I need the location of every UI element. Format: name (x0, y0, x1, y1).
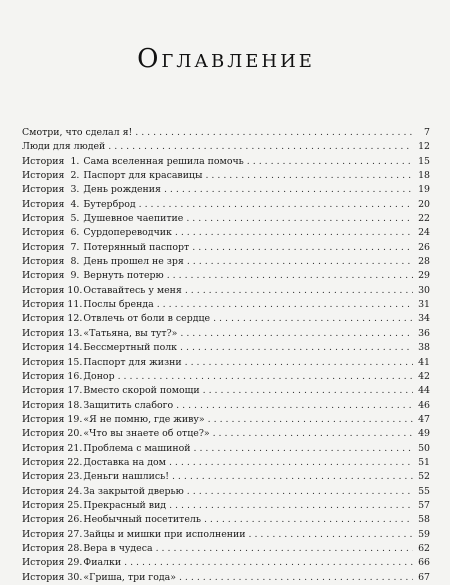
toc-entry-title: Донор (83, 370, 115, 382)
toc-entry (22, 370, 430, 384)
toc-entry-label (22, 226, 172, 240)
dot-leader (187, 485, 413, 499)
toc-entry-number: 8. (70, 256, 80, 268)
toc-entry-prefix: История (22, 399, 65, 411)
toc-entry-page-number: 41 (418, 356, 430, 368)
toc-entry-prefix: История (22, 370, 65, 382)
toc-entry-label (22, 198, 136, 212)
toc-entry (22, 241, 430, 255)
toc-entry-number: 29. (67, 557, 83, 569)
toc-entry-page-number: 44 (418, 385, 430, 397)
toc-entry-title: Потерянный паспорт (83, 241, 190, 253)
toc-entry (22, 571, 430, 585)
toc-entry-title: Защитить слабого (83, 399, 174, 411)
toc-entry-number: 24. (67, 485, 83, 497)
toc-entry-prefix: История (22, 270, 65, 282)
toc-entry-page-number: 12 (418, 141, 430, 153)
toc-entry-prefix: История (22, 485, 65, 497)
toc-entry-number: 15. (67, 356, 83, 368)
toc-entry-prefix: История (22, 227, 65, 239)
toc-entry-prefix: История (22, 428, 65, 440)
toc-entry-page-number: 59 (418, 528, 430, 540)
toc-entry-number: 22. (67, 456, 83, 468)
dot-leader (192, 241, 413, 255)
toc-entry-title: Бессмертный полк (83, 342, 178, 354)
toc-entry-number: 25. (67, 499, 83, 511)
toc-entry-page-number: 20 (418, 198, 430, 210)
toc-entry-prefix: История (22, 284, 65, 296)
toc-entry-page-number: 28 (418, 256, 430, 268)
toc-entry-label (22, 542, 153, 556)
toc-entry-title: Послы бренда (83, 299, 154, 311)
dot-leader (213, 427, 413, 441)
toc-entry (22, 140, 430, 154)
toc-entry-page-number: 7 (424, 127, 430, 138)
toc-entry (22, 155, 430, 169)
toc-entry-title: Вместо скорой помощи (83, 385, 200, 397)
toc-entry (22, 384, 430, 398)
toc-entry-label (22, 399, 173, 413)
toc-entry-label (22, 298, 154, 312)
toc-entry (22, 255, 430, 269)
toc-entry-label (22, 183, 161, 197)
toc-entry-page-number: 52 (418, 471, 430, 483)
toc-entry-number: 20. (67, 428, 83, 440)
toc-entry-title: Отвлечь от боли в сердце (83, 313, 211, 325)
toc-entry-title: Люди для людей (22, 141, 106, 153)
toc-entry-title: Доставка на дом (83, 456, 166, 468)
toc-entry-prefix: История (22, 571, 65, 583)
toc-entry-page-number: 38 (418, 342, 430, 354)
toc-entry-prefix: История (22, 514, 65, 526)
toc-entry-page-number: 66 (418, 557, 430, 569)
toc-entry-label (22, 269, 164, 283)
toc-entry (22, 226, 430, 240)
toc-entry-prefix: История (22, 385, 65, 397)
dot-leader (167, 269, 413, 283)
toc-entry-number: 23. (67, 471, 83, 483)
toc-entry-label (22, 241, 189, 255)
toc-entry-label (22, 327, 177, 341)
toc-entry (22, 413, 430, 427)
toc-entry-title: Сама вселенная решила помочь (83, 155, 244, 167)
toc-entry-prefix: История (22, 327, 65, 339)
toc-entry-label (22, 427, 210, 441)
page-title: Оглавление (137, 44, 315, 74)
toc-entry (22, 327, 430, 341)
toc-entry-title: Проблема с машиной (83, 442, 191, 454)
dot-leader (175, 226, 413, 240)
toc-entry-prefix: История (22, 313, 65, 325)
toc-entry-label (22, 126, 132, 140)
toc-entry (22, 528, 430, 542)
toc-entry-title: Смотри, что сделал я! (22, 127, 133, 138)
toc-entry-number: 12. (67, 313, 83, 325)
dot-leader (157, 298, 413, 312)
toc-entry-title: Паспорт для жизни (83, 356, 182, 368)
toc-entry-label (22, 169, 202, 183)
toc-entry-number: 26. (67, 514, 83, 526)
toc-entry-label (22, 155, 244, 169)
toc-entry-number: 3. (70, 184, 80, 196)
dot-leader (176, 399, 413, 413)
dot-leader (187, 255, 413, 269)
toc-entry (22, 298, 430, 312)
toc-entry-page-number: 67 (418, 571, 430, 583)
toc-entry-title: Вернуть потерю (83, 270, 164, 282)
toc-entry-number: 1. (70, 155, 80, 167)
toc-entry-page-number: 49 (418, 428, 430, 440)
toc-entry (22, 442, 430, 456)
toc-entry-title: «Гриша, три года» (83, 571, 176, 583)
toc-entry-label (22, 413, 205, 427)
toc-entry-title: День рождения (83, 184, 161, 196)
toc-entry (22, 513, 430, 527)
toc-entry-number: 17. (67, 385, 83, 397)
dot-leader (108, 140, 413, 154)
toc-entry-number: 21. (67, 442, 83, 454)
toc-entry-prefix: История (22, 241, 65, 253)
toc-entry-prefix: История (22, 213, 65, 225)
toc-entry-page-number: 50 (418, 442, 430, 454)
toc-entry (22, 485, 430, 499)
toc-entry-number: 11. (67, 299, 83, 311)
dot-leader (186, 212, 413, 226)
dot-leader (169, 499, 413, 513)
toc-entry-prefix: История (22, 356, 65, 368)
toc-entry-number: 9. (70, 270, 80, 282)
toc-entry-page-number: 26 (418, 241, 430, 253)
toc-entry-page-number: 55 (418, 485, 430, 497)
toc-entry (22, 456, 430, 470)
toc-entry-page-number: 57 (418, 499, 430, 511)
toc-entry-title: Прекрасный вид (83, 499, 167, 511)
toc-entry-page-number: 34 (418, 313, 430, 325)
toc-entry-title: День прошел не зря (83, 256, 184, 268)
toc-entry-title: Сурдопереводчик (83, 227, 172, 239)
toc-entry (22, 470, 430, 484)
toc-entry-title: Душевное чаепитие (83, 213, 184, 225)
toc-entry-prefix: История (22, 155, 65, 167)
toc-entry-page-number: 58 (418, 514, 430, 526)
toc-entry (22, 312, 430, 326)
toc-entry-page-number: 36 (418, 327, 430, 339)
toc-entry-title: Деньги нашлись! (83, 471, 169, 483)
toc-entry-prefix: История (22, 456, 65, 468)
toc-entry-title: Бутерброд (83, 198, 136, 210)
toc-entry-title: «Что вы знаете об отце?» (83, 428, 210, 440)
toc-entry (22, 183, 430, 197)
toc-entry-prefix: История (22, 342, 65, 354)
toc-entry (22, 499, 430, 513)
dot-leader (203, 384, 413, 398)
dot-leader (185, 356, 413, 370)
toc-entry-title: За закрытой дверью (83, 485, 184, 497)
toc-entry (22, 198, 430, 212)
toc-entry-prefix: История (22, 542, 65, 554)
toc-entry-number: 14. (67, 342, 83, 354)
toc-entry-page-number: 47 (418, 413, 430, 425)
toc-entry-title: Вера в чудеса (83, 542, 153, 554)
toc-entry (22, 126, 430, 140)
dot-leader (249, 528, 413, 542)
toc-entry (22, 399, 430, 413)
toc-entry (22, 542, 430, 556)
toc-entry-number: 18. (67, 399, 83, 411)
toc-entry-number: 10. (67, 284, 83, 296)
dot-leader (179, 571, 413, 585)
dot-leader (208, 413, 413, 427)
toc-entry-title: Фиалки (83, 557, 122, 569)
toc-entry-page-number: 24 (418, 227, 430, 239)
toc-entry-label (22, 513, 201, 527)
toc-entry-title: «Я не помню, где живу» (83, 413, 205, 425)
toc-entry-prefix: История (22, 299, 65, 311)
toc-entry-label (22, 571, 176, 585)
toc-entry-number: 5. (70, 213, 80, 225)
toc-entry-label (22, 312, 210, 326)
dot-leader (205, 169, 413, 183)
dot-leader (180, 327, 413, 341)
toc-entry-prefix: История (22, 198, 65, 210)
dot-leader (169, 456, 413, 470)
dot-leader (180, 341, 413, 355)
dot-leader (247, 155, 413, 169)
toc-entry-number: 13. (67, 327, 83, 339)
toc-entry-prefix: История (22, 442, 65, 454)
dot-leader (164, 183, 413, 197)
toc-entry-label (22, 499, 166, 513)
toc-entry-label (22, 384, 200, 398)
toc-entry-label (22, 470, 169, 484)
dot-leader (135, 126, 413, 140)
toc-entry-page-number: 62 (418, 542, 430, 554)
toc-entry-prefix: История (22, 499, 65, 511)
toc-entry-label (22, 140, 105, 154)
toc-entry (22, 169, 430, 183)
toc-entry-prefix: История (22, 256, 65, 268)
toc-entry-page-number: 30 (418, 284, 430, 296)
toc-entry (22, 269, 430, 283)
toc-entry-prefix: История (22, 184, 65, 196)
toc-entry-label (22, 341, 177, 355)
toc-entry-prefix: История (22, 557, 65, 569)
toc-entry-label (22, 528, 246, 542)
toc-entry-label (22, 255, 184, 269)
toc-entry-title: Оставайтесь у меня (83, 284, 182, 296)
toc-entry-number: 6. (70, 227, 80, 239)
toc-entry (22, 341, 430, 355)
toc-entry-prefix: История (22, 528, 65, 540)
toc-entry-label (22, 356, 182, 370)
toc-entry-number: 27. (67, 528, 83, 540)
toc-entry-prefix: История (22, 170, 65, 182)
table-of-contents (22, 126, 430, 585)
toc-entry-page-number: 15 (418, 155, 430, 167)
toc-entry-label (22, 485, 184, 499)
toc-entry-page-number: 19 (418, 184, 430, 196)
dot-leader (172, 470, 413, 484)
dot-leader (124, 556, 413, 570)
toc-entry-page-number: 29 (418, 270, 430, 282)
toc-entry-number: 28. (67, 542, 83, 554)
toc-entry-number: 30. (67, 571, 83, 583)
toc-entry-page-number: 46 (418, 399, 430, 411)
toc-entry-label (22, 456, 166, 470)
toc-entry-label (22, 442, 190, 456)
toc-entry (22, 212, 430, 226)
toc-entry-label (22, 212, 183, 226)
toc-entry-page-number: 31 (418, 299, 430, 311)
dot-leader (204, 513, 413, 527)
dot-leader (213, 312, 413, 326)
dot-leader (185, 284, 413, 298)
toc-entry (22, 556, 430, 570)
toc-entry (22, 284, 430, 298)
toc-entry-title: Необычный посетитель (83, 514, 201, 526)
dot-leader (139, 198, 413, 212)
toc-entry-number: 4. (70, 198, 80, 210)
toc-entry (22, 356, 430, 370)
toc-entry-page-number: 42 (418, 370, 430, 382)
dot-leader (156, 542, 413, 556)
dot-leader (193, 442, 413, 456)
toc-entry-prefix: История (22, 471, 65, 483)
toc-entry (22, 427, 430, 441)
toc-entry-page-number: 22 (418, 213, 430, 225)
toc-entry-label (22, 284, 182, 298)
toc-entry-label (22, 556, 121, 570)
toc-entry-prefix: История (22, 413, 65, 425)
toc-entry-page-number: 18 (418, 170, 430, 182)
toc-entry-number: 19. (67, 413, 83, 425)
toc-entry-number: 16. (67, 370, 83, 382)
toc-entry-label (22, 370, 115, 384)
toc-entry-number: 7. (70, 241, 80, 253)
toc-entry-title: Паспорт для красавицы (83, 170, 203, 182)
toc-entry-title: «Татьяна, вы тут?» (83, 327, 178, 339)
toc-entry-title: Зайцы и мишки при исполнении (83, 528, 246, 540)
dot-leader (118, 370, 413, 384)
toc-entry-number: 2. (70, 170, 80, 182)
toc-entry-page-number: 51 (418, 456, 430, 468)
